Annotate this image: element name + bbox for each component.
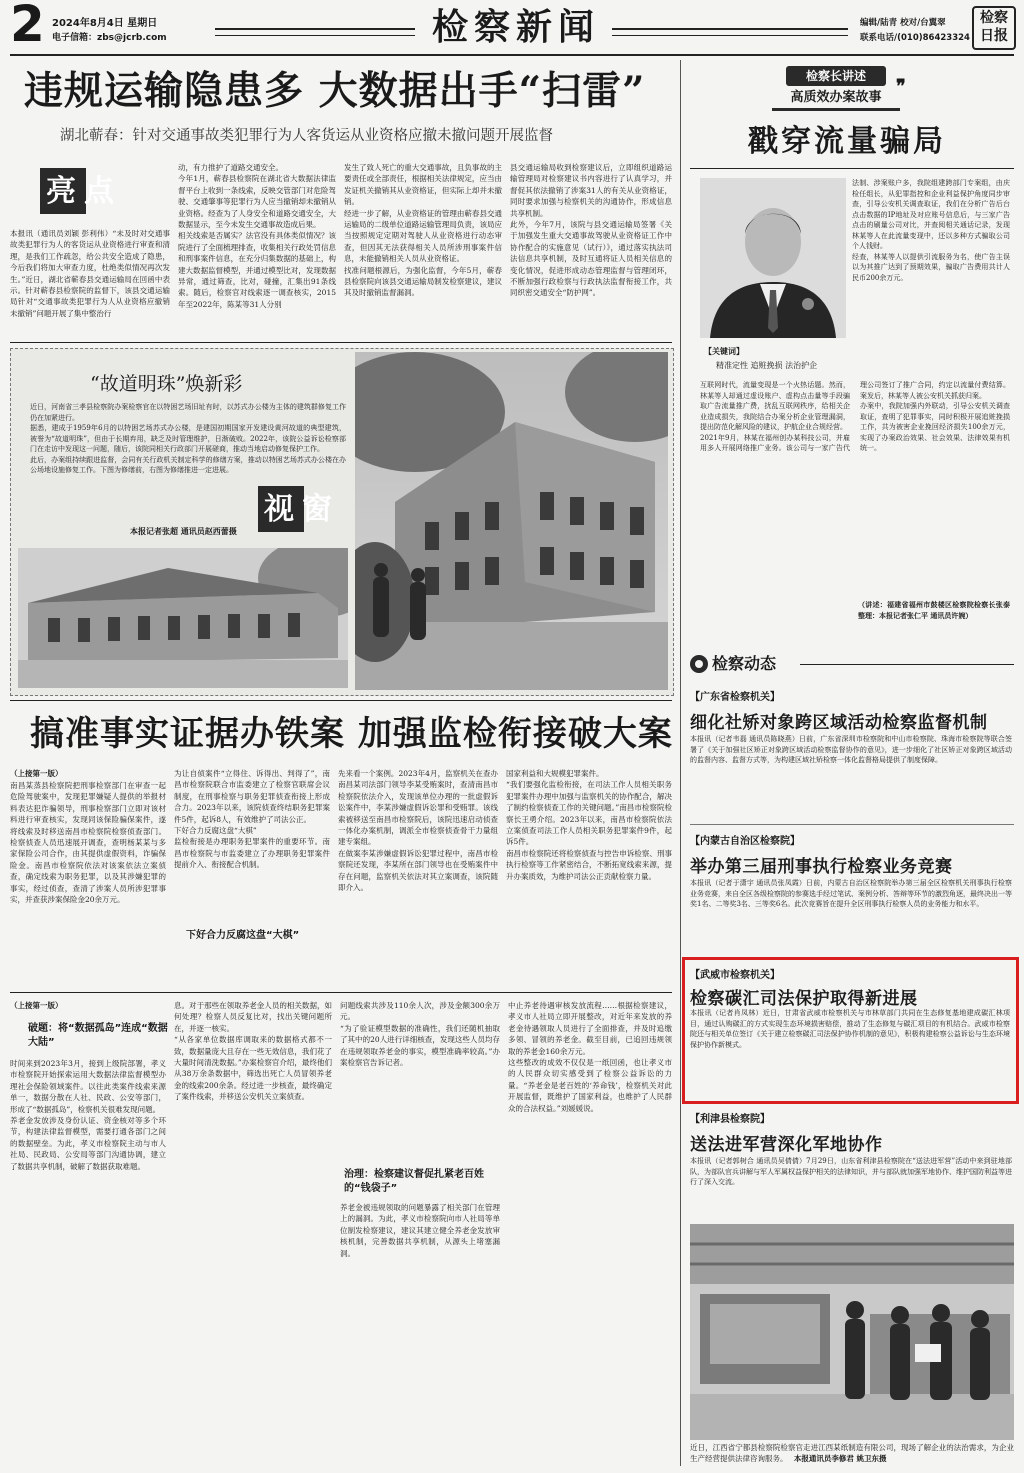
window-divider	[10, 700, 672, 701]
lead-subhead: 湖北蕲春：针对交通事故类犯罪行为人客货运从业资格应撤未撤问题开展监督	[60, 128, 553, 144]
lead-badge	[40, 168, 130, 216]
news-item-title: 送法进军营深化军地协作	[690, 1135, 883, 1155]
building-photo-after	[355, 352, 668, 690]
keyword-box	[700, 344, 846, 378]
news-item-title: 检察碳汇司法保护取得新进展	[690, 989, 918, 1009]
factory-photo-caption-text: 近日，江西省宁都县检察院检察官走进江西某纸制造有限公司，现场了解企业的法治需求，为企业生产经营提供法律咨询服务。	[690, 1443, 1014, 1463]
logo-text: 检察日报	[980, 10, 1008, 44]
column-banner-icon: ❞	[896, 76, 906, 97]
masthead-rule-left	[215, 28, 415, 36]
right-column-rule	[680, 60, 681, 1466]
column-headline-rule	[690, 168, 1014, 169]
story2-column-3: 先来看一个案例。2023年4月，监察机关在查办南昌某司法部门领导李某受贿案时，查清南昌市检察院依法介入，发现该单位办理的一批虚假诉讼案件中，李某涉嫌虚假诉讼罪和受贿罪。该线索被移送至南昌市检察院后，该院迅速启动侦查一体化办案机制，调派全市检察侦查骨干力量组建专案组。 在做案李某涉嫌虚假诉讼犯罪过程中，南昌市检察院还发现，李某所在部门领导也在受贿案件中存在问题，监察机关依法对其立案调查，该院随即介入。	[338, 769, 498, 893]
news-item-title: 举办第三届刑事执行检察业务竞赛	[690, 857, 953, 877]
column-banner-bottom: 高质效办案故事	[772, 88, 900, 111]
window-byline: 本报记者张超 通讯员赵西蕾摄	[130, 527, 237, 536]
news-item-dept: 【武威市检察机关】	[690, 970, 780, 981]
news-item-dept: 【广东省检察机关】	[690, 692, 780, 703]
email: 电子信箱：zbs@jcrb.com	[52, 33, 167, 43]
factory-photo-credit: 本报通讯员李修君 姚卫东摄	[793, 1454, 887, 1463]
lead-headline: 违规运输隐患多 大数据出手“扫雷”	[24, 68, 646, 114]
hotline: 联系电话/(010)86423324	[860, 33, 970, 43]
portrait-illustration	[700, 178, 846, 338]
lead-column-3: 发生了致人死亡的重大交通事故，且负事故的主要责任或全部责任，根据相关法律规定，应当由发证机关撤销其从业资格证，但实际上却并未撤销。 经进一步了解，从业资格证的管理由蕲春县交通运输局的二级单位道路运输管理局负责，该局应当按照规定定期对驾驶人从业资格进行动态审查，但因其无法获得相关人员所涉刑事案件信息，未能撤销相关人员从业资格证。 找准问题根源后，为强化监督，今年5月，蕲春县检察院向该县交通运输局制发检察建议，建议其及时撤销监督漏洞。	[344, 163, 502, 298]
lead-divider	[10, 342, 672, 343]
story3-subhead-1: 破题：将“数据孤岛”连成“数据大陆”	[28, 1023, 168, 1048]
prosecutor-portrait	[700, 178, 846, 338]
lead-column-2: 动，有力推护了道路交通安全。 今年1月，蕲春县检察院在湖北省大数据法律监督平台上收到一条线索，反映交管部门对危险驾驶、交通肇事等犯罪行为人应当撤销却未撤销从业资格。经查为了人身安全和道路交通安全，大数据显示，至今未发生交通事故造成后果。 相关线索是否属实？法官没有具体类似情况？该院进行了全面梳理排查，收集相关行政处罚信息和刑事案件信息，在充分归集数据的基础上，构建大数据监督模型，并通过模型比对，发现数据异常，通过筛查，比对，碰撞，汇集出91条线索。随后，检察官对线索逐一调查核实，2015年至2022年，陈某等31人分别	[178, 163, 336, 309]
factory-photo	[690, 1224, 1014, 1440]
factory-illustration	[690, 1224, 1014, 1440]
story3-column-3: 问题线索共涉及110余人次，涉及金额300余万元。 “为了验证模型数据的准确性，我们还随机抽取了其中的20人进行详细核查，发现这些人员均存在违规领取养老金的事实，模型准确率较高。”办案检察官告诉记者。	[340, 1001, 500, 1068]
story3-column-3b: 养老金被违规领取的问题暴露了相关部门在管理上的漏洞。为此，孝义市检察院向市人社局等单位制发检察建议，建议其建立健全养老金发放审核机制，完善数据共享机制，从源头上堵塞漏洞。	[340, 1203, 500, 1258]
story2-column-1: 南昌某蒸县检察院把刑事检察部门在审查一起危险驾驶案中，发现犯罪嫌疑人提供的举报材料表达犯诈骗领导，刑事检察部门立即对该材料进行审查核实，发现同该保险骗保案件，遂将线索及时移送南昌市检察院检察侦查部门。检察侦查人员迅速展开调查，查明杨某某与多家保险公司合作，由其提供虚假资料，诈骗保险金。南昌市检察院依法对该案依法立案侦查，确定线索为职务犯罪，以及其涉嫌犯罪的事实，经过侦查，查清了涉案人员所涉犯罪事实，并查获涉案保险金20余万元。	[10, 781, 166, 905]
keyword-values: 精准定性 追赃挽损 法治护企	[716, 361, 818, 370]
story2-continued: （上接第一版）	[10, 769, 63, 778]
building-photo-before	[18, 548, 348, 688]
window-title: “故道明珠”焕新彩	[90, 373, 243, 395]
column-banner-top: 检察长讲述	[786, 66, 886, 86]
masthead	[0, 0, 1024, 56]
news-item-divider	[690, 824, 1014, 825]
editors: 编辑/陆青 校对/台翼翠	[860, 18, 946, 28]
building-before-illustration	[18, 548, 348, 688]
masthead-bottom-rule	[10, 54, 1014, 56]
news-item-title: 细化社矫对象跨区域活动检察监督机制	[690, 713, 988, 733]
lead-column-1: 本报讯（通讯员刘颖 彭利伟）“未及时对交通事故类犯罪行为人的客货运从业资格进行审查和清理，是我们工作疏忽，给公共安全造成了隐患，今后我们将加大审查力度，杜绝类似情况再次发生。”近日，湖北省蕲春县交通运输局在回函中表示。针对蕲春县检察院的监督下，该县交通运输局针对“交通事故类犯罪行为人从业资格应撤销未撤销”问题开展了集中整治行	[10, 229, 170, 318]
page-number: 2	[10, 0, 45, 53]
story3-subhead-2: 治理：检察建议督促扎紧老百姓的“钱袋子”	[344, 1169, 484, 1194]
window-badge	[258, 486, 348, 534]
story2-headline: 搞准事实证据办铁案 加强监检衔接破大案	[30, 714, 673, 754]
window-badge-text: 视窗	[264, 492, 340, 527]
column-banner	[772, 66, 912, 110]
news-item-dept: 【内蒙古自治区检察院】	[690, 836, 800, 847]
column-main-text: 互联网时代，流量变现是一个火热话题。然而，林某等人却通过虚设账户、虚构点击量等手段骗取广告流量推广费，扰乱互联网秩序，给相关企业造成损失，我院结合办案分析企业管理漏洞，提出防范化解风险的建议，护航企业合规经营。 2021年9月，林某在福州创办某科技公司，并雇用多人开展网络推广业务。该公司与一家广告代理公司签订了推广合同，约定以流量付费结算。案发后，林某等人被公安机关抓获归案。 办案中，我院加强内外联动，引导公安机关调查取证，查明了犯罪事实，同时积极开展追赃挽损工作，共为被害企业挽回经济损失100余万元，实现了办案政治效果、社会效果、法律效果有机统一。	[700, 381, 1010, 452]
story3-continued: （上接第一版）	[10, 1001, 63, 1010]
news-item-text: 本报讯（记者韦磊 通讯员陈晓燕）日前，广东省深圳市检察院和中山市检察院、珠海市检察院等联合签署了《关于加强社区矫正对象跨区域活动检察监督协作的意见》，进一步细化了社区矫正对象跨区域活动的监督内容、监督方式等，为构建区域社矫检察一体化监督格局提供了制度保障。	[690, 735, 1012, 764]
news-section-rule	[800, 664, 1014, 665]
lead-column-4: 县交通运输局收到检察建议后，立即组织道路运输管理局对检察建议书内容进行了认真学习，并督促其依法撤销了涉案31人的有关从业资格证，同时要求加强与检察机关的沟通协作，形成信息共享机制。 此外，今年7月，该院与县交通运输局签署《关于加强发生重大交通事故驾驶从业资格证工作中协作配合的实施意见（试行）》，通过落实执法司法信息共享机制，及时互通将证人员相关信息的变化情况，促进形成动态管理监督与管理闭环，不断加强行政检察与行政执法监督衔接工作，共同织密交通安全“防护网”。	[510, 163, 672, 298]
building-after-illustration	[355, 352, 668, 690]
news-item-dept: 【利津县检察院】	[690, 1114, 770, 1125]
column-signature: （讲述：福建省福州市鼓楼区检察院检察长张泰 整理：本报记者张仁平 通讯员许婉）	[858, 601, 1010, 620]
story3-column-1: 时间来到2023年3月，接到上级院部署，孝义市检察院开始探索运用大数据法律监督模型办理社会保险领域案件。以往此类案件线索来源单一，数据分散在人社、民政、公安等部门，形成了“数据孤岛”，检察机关很难发现问题。 养老金发放涉及身份认证、资金核对等多个环节，构建法律监督模型，需要打通各部门之间的数据壁垒。为此，孝义市检察院主动与市人社局、民政局、公安局等部门沟通协调，建立了数据共享机制，破解了数据获取难题。	[10, 1059, 166, 1171]
news-item-text: 本报讯（记者肖凤林）近日，甘肃省武威市检察机关与市林草部门共同在生态修复基地建成碳汇林项目，通过认购碳汇的方式实现生态环境损害赔偿，推动了生态修复与碳汇项目的有机结合。武威市检察院还与相关单位签订《关于建立检察碳汇司法保护协作机制的意见》，积极构建检察公益诉讼与生态环境保护协作新模式。	[690, 1009, 1010, 1049]
story2-divider	[10, 992, 672, 993]
story2-column-4: 国家利益和大规模犯罪案件。 “我们要强化监检衔接，在司法工作人员相关职务犯罪案件办理中加强与监察机关的协作配合，解决了制约检察侦查工作的关键问题。”南昌市检察院检察长王勇介绍。2023年以来，南昌市检察院依法立案侦查司法工作人员相关职务犯罪案件9件，起诉5件。 南昌市检察院还将检察侦查与控告申诉检察、刑事执行检察等工作紧密结合，不断拓宽线索来源，提升办案质效，为维护司法公正贡献检察力量。	[506, 769, 672, 881]
factory-photo-caption	[690, 1442, 1014, 1468]
news-item-text: 本报讯（记者郭树合 通讯员吴倩倩）7月29日，山东省利津县检察院在“送法进军营”活动中来到驻地部队，为部队官兵讲解与军人军属权益保护相关的法律知识，并与部队就加强军地协作、维护国防利益等进行了深入交流。	[690, 1157, 1012, 1186]
story2-column-2: 为让自侦案件“立得住、诉得出、判得了”，南昌市检察院联合市监委建立了检察官联席会议制度，在刑事检察与职务犯罪侦查衔接上形成合力。2023年以来，该院侦查终结职务犯罪案件5件，起诉8人，有效维护了司法公正。 下好合力反腐这盘“大棋” 监检衔接是办理职务犯罪案件的重要环节。南昌市检察院与市监委建立了办理职务犯罪案件提前介入、衔接配合机制。	[174, 769, 330, 870]
news-section-title: 检察动态	[712, 654, 777, 673]
news-item-text: 本报讯（记者于潇宇 通讯员张凤霞）日前，内蒙古自治区检察院举办第三届全区检察机关刑事执行检察业务竞赛，来自全区各级检察院的参赛选手经过笔试、案例分析、答辩等环节的激烈角逐，最终决出一等奖1名、二等奖3名、三等奖6名。此次竞赛旨在提升全区刑事执行检察人员的业务能力和水平。	[690, 879, 1012, 908]
column-side-text: 法制、涉案账户多，我院组建跨部门专案组，由庆检任组长，从犯罪指控和企业利益保护角度同步审查，引导公安机关调查取证，我们在分析广告后台点击数据的IP地址及对应账号信息后，与三家广告点击的刷量公司对比，并查阅相关通话记录，发现林某等人在此流量变现中，还以多种方式骗取公司个人钱财。 经查，林某等人以提供引流服务为名，使广告主误以为其推广达到了预期效果，骗取广告费用共计人民币200余万元。	[852, 179, 1010, 282]
lead-badge-text: 亮点	[46, 174, 122, 209]
column-headline: 戳穿流量骗局	[748, 124, 946, 159]
masthead-rule-right	[612, 28, 848, 36]
news-section-bullet-dot	[695, 660, 703, 668]
story3-column-4: 中止养老待遇审核发放流程……根据检察建议，孝义市人社局立即开展整改，对近年来发放的养老金待遇领取人员进行了全面排查，并及时追缴多领、冒领的养老金。截至目前，已追回违规领取的养老金160余万元。 这些整改的成效不仅仅是一纸回函，也让孝义市的人民群众切实感受到了检察公益诉讼的力量。“养老金是老百姓的‘养命钱’，检察机关对此开展监督，既维护了国家利益，也维护了人民群众的合法权益。”刘媛媛说。	[508, 1001, 672, 1113]
section-title: 检察新闻	[432, 7, 601, 48]
story2-subhead: 下好合力反腐这盘“大棋”	[186, 924, 299, 943]
logo	[972, 6, 1016, 50]
window-text: 近日，河南省三孝县检察院办案检察官在以特困艺场旧址有时，以苏式办公楼为主体的建筑群修复工作仍在加紧进行。 据悉，建成于1959年6月的以特困艺场苏式办公楼，是建国初期国家开发建设黄河故道的典型建筑，被誉为“故道明珠”，但由于长期弃用，缺乏及时管理维护，日渐破败。2022年，该院公益诉讼检察部门在走访中发现这一问题，随后，该院同相关行政部门开展磋商，推动当地启动修复保护工作。 此后，办案组持续跟进监督，会同有关行政机关制定科学的修缮方案，推动以特困艺场苏式办公楼在办公场地设施修复工作。下图为修缮前，右图为修缮推进一定进展。	[30, 403, 346, 474]
story3-column-2: 息。对于那些在领取养老金人员的相关数据，如何处理？检察人员反复比对，找出关键问题所在，并逐一核实。 “从各家单位数据库调取来的数据格式都不一致，数据量庞大且存在一些无效信息，我们花了大量时间清洗数据。”办案检察官介绍，最终他们从38万余条数据中，筛选出死亡人员冒领养老金的线索200余条。经过进一步核查，最终确定了案件线索，并移送公安机关立案侦查。	[174, 1001, 332, 1102]
keyword-label: 【关键词】	[704, 347, 744, 356]
issue-date: 2024年8月4日 星期日	[52, 18, 158, 29]
news-section-header	[690, 654, 1014, 676]
